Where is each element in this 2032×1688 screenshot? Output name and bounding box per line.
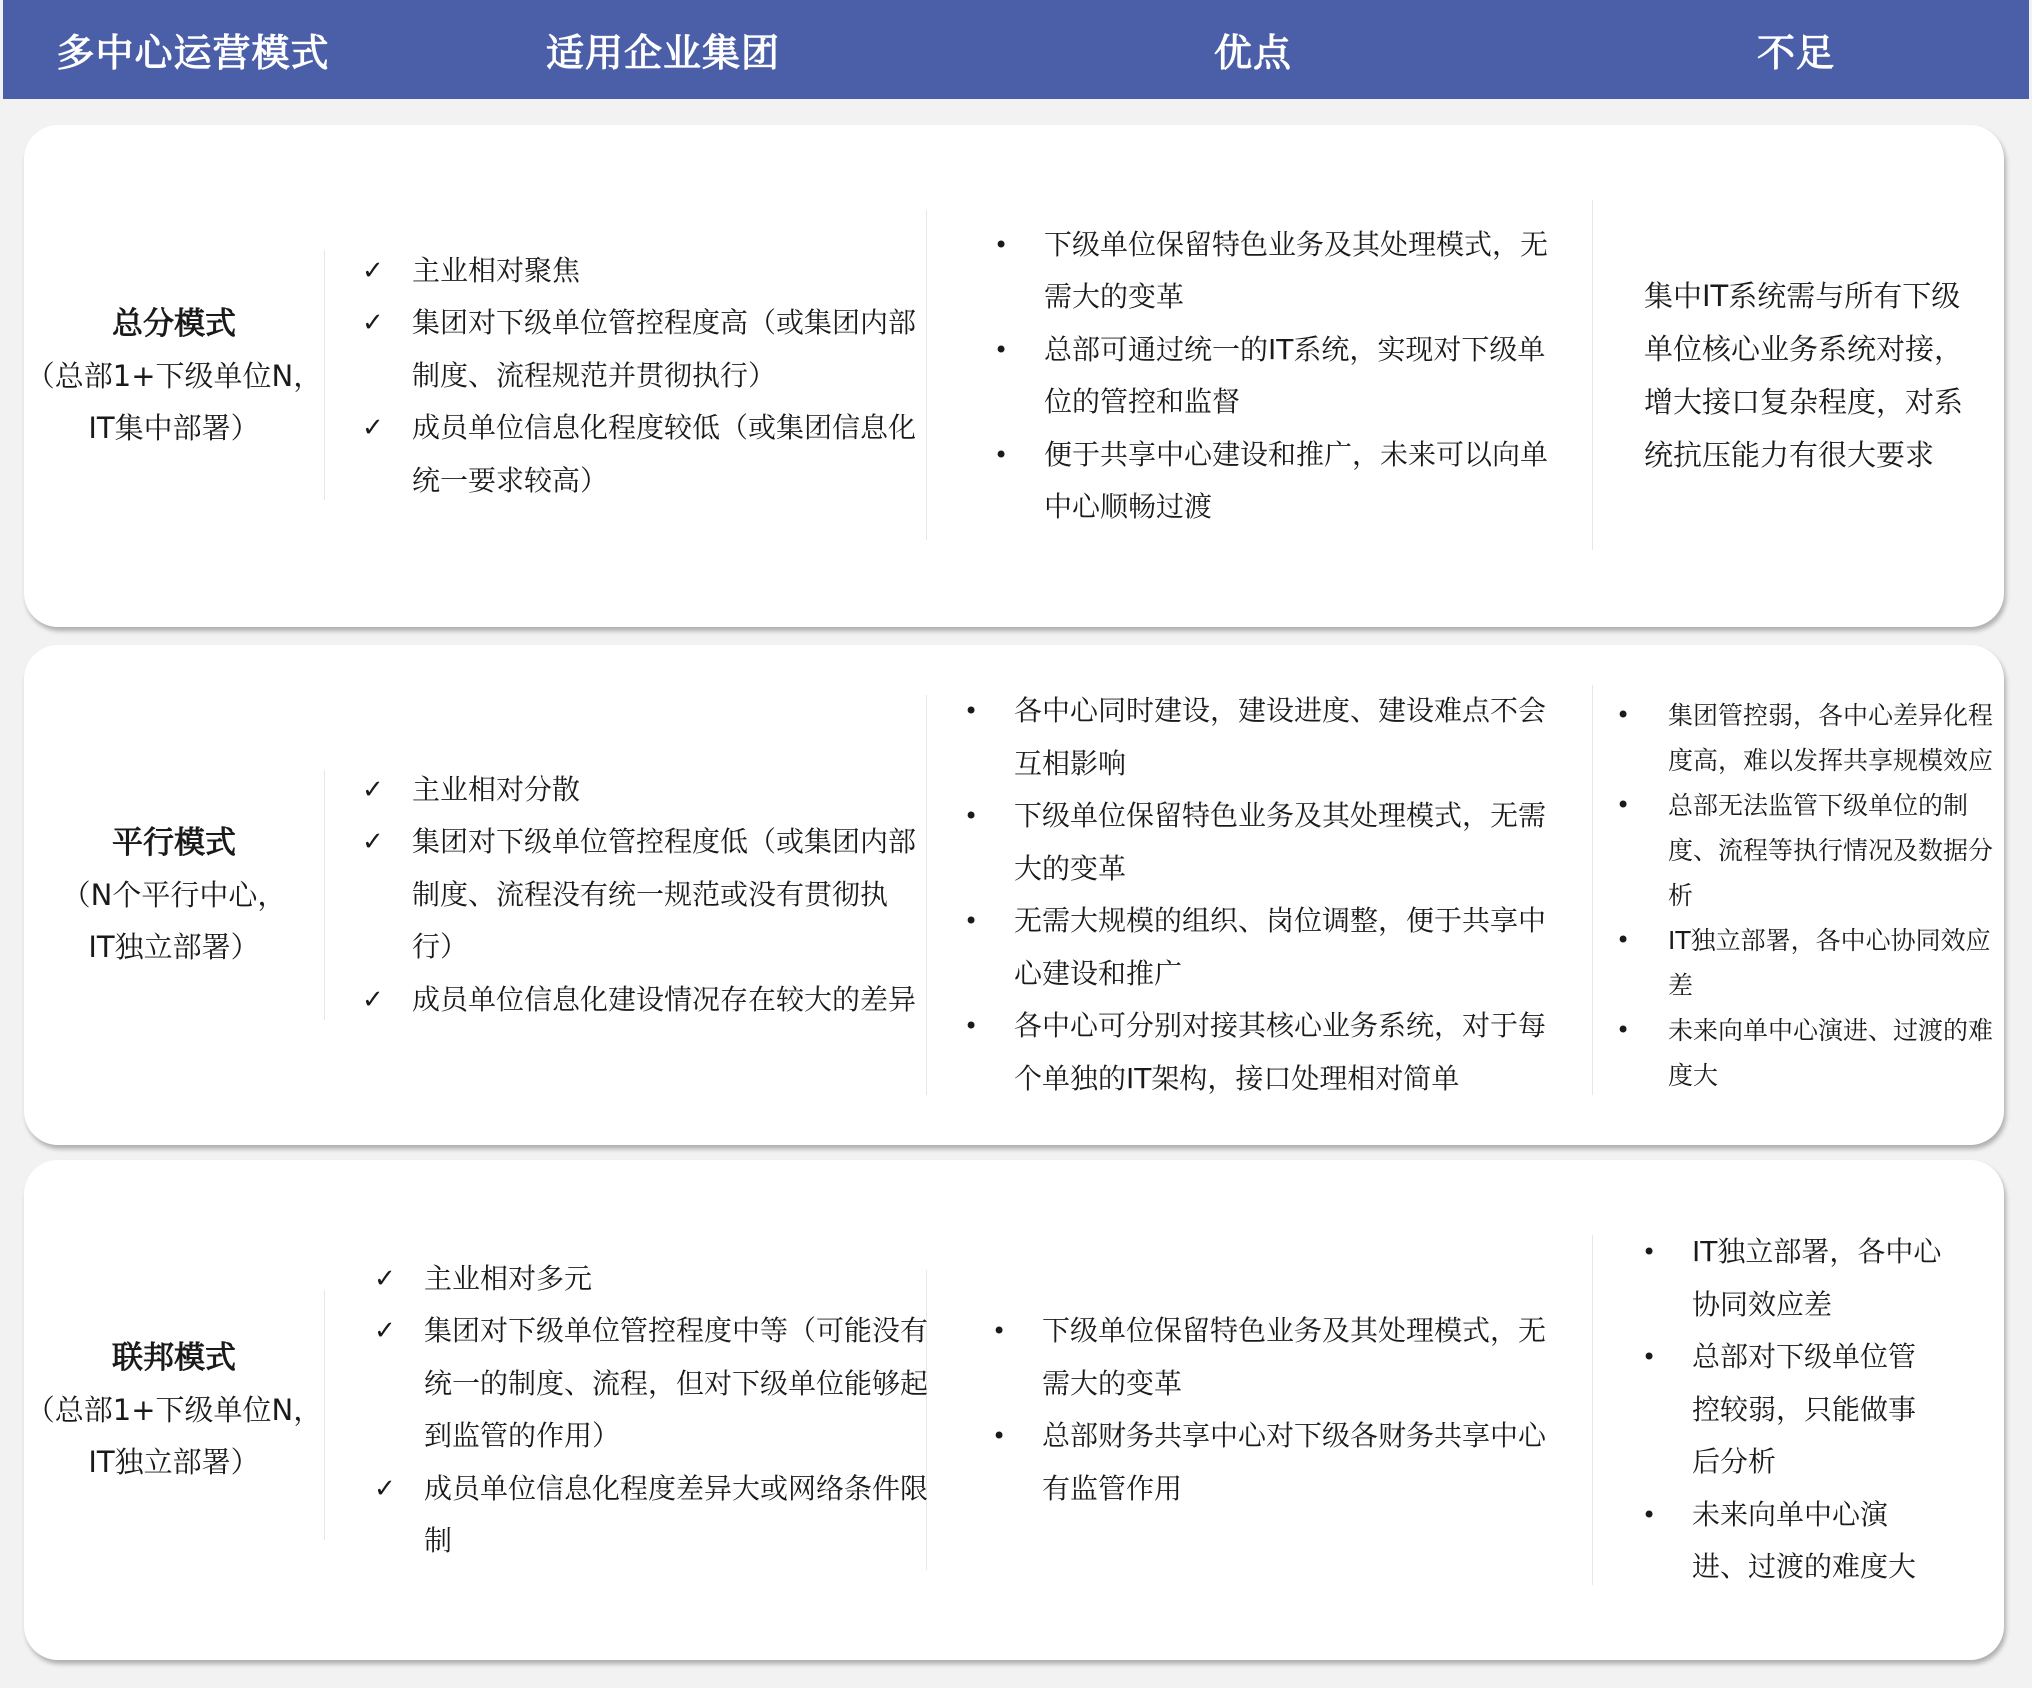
header-disadvantages: 不足	[1756, 31, 1835, 75]
list-item: ✓ 集团对下级单位管控程度中等（可能没有统一的制度、流程，但对下级单位能够起到监管的作用）	[374, 1305, 934, 1463]
disadvantages-cell	[1644, 125, 1984, 627]
disadvantages-text: 集中IT系统需与所有下级单位核心业务系统对接，增大接口复杂程度，对系统抗压能力有很大要求	[1644, 279, 1964, 472]
mode-desc: （N个平行中心，	[61, 878, 287, 912]
header-mode: 多中心运营模式	[56, 31, 330, 75]
list-item: • 未来向单中心演进、过渡的难度大	[1616, 1008, 1994, 1098]
list-item: • 总部对下级单位管控较弱，只能做事后分析	[1642, 1331, 1942, 1489]
row-card-lianbang	[24, 1160, 2004, 1660]
list-item: • IT独立部署，各中心协同效应差	[1616, 918, 1994, 1008]
list-item: • 总部财务共享中心对下级各财务共享中心有监管作用	[992, 1410, 1562, 1515]
list-item: ✓ 集团对下级单位管控程度高（或集团内部制度、流程规范并贯彻执行）	[362, 297, 922, 402]
advantages-list	[992, 1305, 1562, 1515]
disadvantages-cell	[1616, 645, 1994, 1145]
mode-title: 总分模式	[112, 306, 236, 342]
disadvantages-list	[1616, 693, 1994, 1098]
disadvantages-cell	[1642, 1160, 1942, 1660]
mode-title: 平行模式	[112, 825, 236, 861]
list-item: • 下级单位保留特色业务及其处理模式，无需大的变革	[964, 790, 1564, 895]
mode-desc: IT集中部署）	[88, 411, 260, 445]
list-item: ✓ 主业相对聚焦	[362, 245, 922, 298]
list-item: ✓ 集团对下级单位管控程度低（或集团内部制度、流程没有统一规范或没有贯彻执行）	[362, 816, 922, 974]
header-suitable: 适用企业集团	[545, 31, 780, 75]
list-item: • 总部可通过统一的IT系统，实现对下级单位的管控和监督	[994, 324, 1554, 429]
suitable-cell	[362, 645, 922, 1145]
list-item: ✓ 成员单位信息化建设情况存在较大的差异	[362, 974, 922, 1027]
mode-desc: IT独立部署）	[88, 930, 260, 964]
suitable-list	[362, 245, 922, 508]
suitable-cell	[374, 1160, 934, 1660]
list-item: • 下级单位保留特色业务及其处理模式，无需大的变革	[994, 219, 1554, 324]
list-item: ✓ 主业相对多元	[374, 1253, 934, 1306]
mode-title: 联邦模式	[112, 1340, 236, 1376]
advantages-list	[964, 685, 1564, 1105]
list-item: ✓ 成员单位信息化程度较低（或集团信息化统一要求较高）	[362, 402, 922, 507]
mode-cell	[24, 645, 324, 1145]
advantages-cell	[994, 125, 1554, 627]
list-item: • 总部无法监管下级单位的制度、流程等执行情况及数据分析	[1616, 783, 1994, 918]
advantages-cell	[964, 645, 1564, 1145]
list-item: • 便于共享中心建设和推广，未来可以向单中心顺畅过渡	[994, 429, 1554, 534]
header-advantages: 优点	[1213, 31, 1292, 75]
list-item: • 无需大规模的组织、岗位调整，便于共享中心建设和推广	[964, 895, 1564, 1000]
list-item: • 下级单位保留特色业务及其处理模式，无需大的变革	[992, 1305, 1562, 1410]
advantages-list	[994, 219, 1554, 534]
row-card-zongfen	[24, 125, 2004, 627]
disadvantages-list	[1642, 1226, 1942, 1594]
row-card-pingxing	[24, 645, 2004, 1145]
list-item: • 各中心可分别对接其核心业务系统，对于每个单独的IT架构，接口处理相对简单	[964, 1000, 1564, 1105]
list-item: ✓ 成员单位信息化程度差异大或网络条件限制	[374, 1463, 934, 1568]
list-item: • 未来向单中心演进、过渡的难度大	[1642, 1489, 1942, 1594]
mode-cell	[24, 125, 324, 627]
table-header	[3, 0, 2029, 99]
suitable-list	[362, 764, 922, 1027]
mode-desc: IT独立部署）	[88, 1445, 260, 1479]
list-item: • 各中心同时建设，建设进度、建设难点不会互相影响	[964, 685, 1564, 790]
suitable-cell	[362, 125, 922, 627]
mode-desc: （总部1+下级单位N，	[25, 1393, 323, 1427]
advantages-cell	[992, 1160, 1562, 1660]
suitable-list	[374, 1253, 934, 1568]
mode-cell	[24, 1160, 324, 1660]
mode-desc: （总部1+下级单位N，	[25, 359, 323, 393]
list-item: • IT独立部署，各中心协同效应差	[1642, 1226, 1942, 1331]
list-item: • 集团管控弱，各中心差异化程度高，难以发挥共享规模效应	[1616, 693, 1994, 783]
list-item: ✓ 主业相对分散	[362, 764, 922, 817]
